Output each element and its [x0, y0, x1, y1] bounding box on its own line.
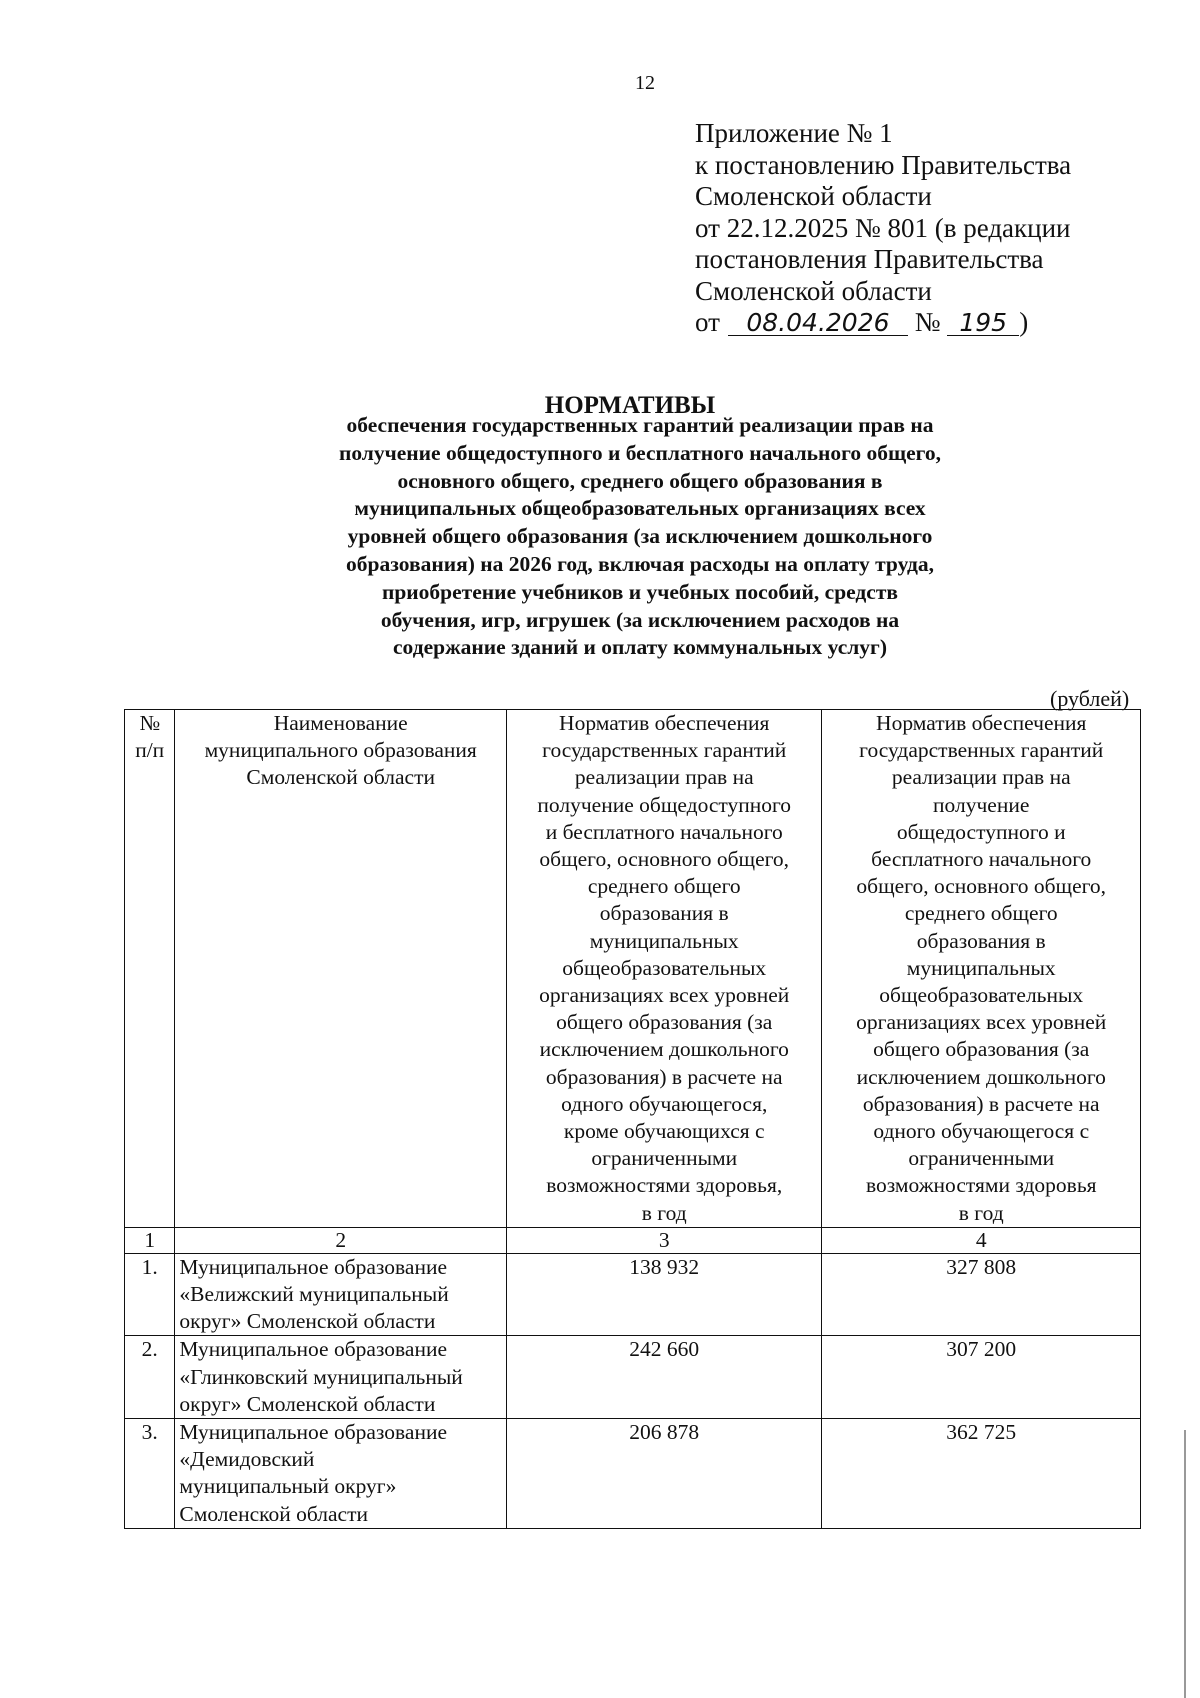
municipality-name — [175, 1336, 507, 1419]
scan-edge-line — [1184, 1430, 1186, 1698]
cell-line: реализации прав на — [574, 765, 754, 790]
cell-line: общего образования (за — [873, 1037, 1090, 1062]
handwritten-date: 08.04.2026 — [728, 311, 908, 336]
cell-line: «Глинковский муниципальный — [179, 1364, 463, 1389]
header-number — [125, 710, 175, 1228]
cell-line: организациях всех уровней — [856, 1010, 1107, 1035]
appendix-line: Смоленской области — [695, 275, 932, 306]
norm-general-value: 206 878 — [507, 1419, 822, 1529]
cell-line: государственных гарантий — [859, 738, 1104, 763]
cell-line: образования) в расчете на — [545, 1064, 783, 1089]
cell-line: п/п — [135, 738, 165, 763]
cell-line: получение — [933, 792, 1030, 817]
appendix-header — [695, 118, 1071, 339]
cell-line: Норматив обеспечения — [876, 711, 1087, 735]
cell-line: исключением дошкольного — [856, 1064, 1106, 1089]
cell-line: общеобразовательных — [879, 983, 1084, 1008]
cell-line: Норматив обеспечения — [559, 711, 770, 735]
norm-disabled-value: 327 808 — [822, 1253, 1141, 1336]
appendix-line: от 22.12.2025 № 801 (в редакции — [695, 212, 1071, 243]
cell-line: ограниченными — [591, 1146, 738, 1171]
cell-line: государственных гарантий — [542, 738, 787, 763]
column-index: 2 — [175, 1227, 507, 1253]
column-index-row — [125, 1227, 1141, 1253]
municipality-name — [175, 1253, 507, 1336]
table-row — [125, 1253, 1141, 1336]
cell-line: Муниципальное образование — [179, 1337, 448, 1362]
cell-line: образования) в расчете на — [862, 1091, 1100, 1116]
header-norm-general — [507, 710, 822, 1228]
cell-line: муниципальный округ» — [179, 1474, 397, 1499]
cell-line: Муниципальное образование — [179, 1254, 448, 1279]
cell-line: одного обучающегося, — [561, 1091, 768, 1116]
cell-line: Смоленской области — [246, 765, 435, 790]
table-row — [125, 1419, 1141, 1529]
cell-line: получение общедоступного — [537, 792, 792, 817]
row-number: 1. — [125, 1253, 175, 1336]
appendix-ot: от — [695, 307, 720, 337]
norm-general-value: 138 932 — [507, 1253, 822, 1336]
norm-disabled-value: 362 725 — [822, 1419, 1141, 1529]
cell-line: реализации прав на — [891, 765, 1071, 790]
subtitle-line: уровней общего образования (за исключением дошкольного — [347, 524, 933, 549]
norms-table — [124, 709, 1141, 1529]
row-number: 2. — [125, 1336, 175, 1419]
cell-line: образования в — [599, 901, 729, 926]
subtitle-line: приобретение учебников и учебных пособий, средств — [381, 579, 899, 604]
cell-line: общего, основного общего, — [856, 874, 1107, 899]
cell-line: «Демидовский — [179, 1447, 315, 1472]
municipality-name — [175, 1419, 507, 1529]
cell-line: в год — [958, 1200, 1004, 1225]
cell-line: округ» Смоленской области — [179, 1309, 436, 1334]
cell-line: среднего общего — [904, 901, 1058, 926]
close-paren: ) — [1019, 307, 1029, 337]
column-index: 1 — [125, 1227, 175, 1253]
subtitle-line: обучения, игр, игрушек (за исключением расходов на — [380, 607, 900, 632]
appendix-line: Приложение № 1 — [695, 118, 893, 148]
cell-line: Муниципальное образование — [179, 1420, 448, 1445]
cell-line: бесплатного начального — [871, 847, 1092, 872]
cell-line: Наименование — [273, 711, 408, 735]
cell-line: муниципального образования — [204, 738, 477, 763]
cell-line: среднего общего — [587, 874, 741, 899]
cell-line: Смоленской области — [179, 1501, 368, 1526]
column-index: 4 — [822, 1227, 1141, 1253]
appendix-line: постановления Правительства — [695, 244, 1044, 274]
cell-line: и бесплатного начального — [545, 819, 783, 844]
appendix-amendment-line — [695, 307, 1071, 339]
units-label: (рублей) — [1050, 686, 1130, 711]
cell-line: округ» Смоленской области — [179, 1391, 436, 1416]
cell-line: общего, основного общего, — [539, 847, 790, 872]
document-subtitle — [290, 412, 990, 662]
cell-line: общеобразовательных — [562, 955, 767, 980]
cell-line: «Велижский муниципальный — [179, 1282, 449, 1307]
cell-line: исключением дошкольного — [539, 1037, 789, 1062]
column-index: 3 — [507, 1227, 822, 1253]
subtitle-line: муниципальных общеобразовательных организациях всех — [354, 496, 926, 521]
cell-line: возможностями здоровья — [865, 1173, 1097, 1198]
cell-line: в год — [641, 1200, 687, 1225]
norm-disabled-value: 307 200 — [822, 1336, 1141, 1419]
appendix-line: Смоленской области — [695, 181, 932, 211]
cell-line: возможностями здоровья, — [546, 1173, 783, 1198]
appendix-line: к постановлению Правительства — [695, 149, 1072, 180]
norm-general-value: 242 660 — [507, 1336, 822, 1419]
cell-line: № — [139, 711, 160, 735]
subtitle-line: обеспечения государственных гарантий реализации прав на — [346, 413, 934, 437]
header-municipality-name — [175, 710, 507, 1228]
cell-line: ограниченными — [908, 1146, 1055, 1171]
cell-line: кроме обучающихся с — [563, 1119, 765, 1144]
subtitle-line: образования) на 2026 год, включая расходы на оплату труда, — [346, 551, 934, 576]
row-number: 3. — [125, 1419, 175, 1529]
subtitle-line: содержание зданий и оплату коммунальных услуг) — [393, 635, 887, 660]
cell-line: организациях всех уровней — [539, 983, 790, 1008]
document-title: НОРМАТИВЫ — [544, 392, 716, 419]
cell-line: муниципальных — [906, 955, 1056, 980]
cell-line: образования в — [916, 928, 1046, 953]
page-number: 12 — [635, 72, 655, 94]
handwritten-number: 195 — [947, 311, 1019, 336]
table-row — [125, 1336, 1141, 1419]
cell-line: муниципальных — [589, 928, 739, 953]
cell-line: одного обучающегося с — [873, 1119, 1090, 1144]
header-norm-disabled — [822, 710, 1141, 1228]
table-header-row — [125, 710, 1141, 1228]
subtitle-line: получение общедоступного и бесплатного начального общего, — [338, 440, 942, 465]
subtitle-line: основного общего, среднего общего образования в — [397, 468, 883, 493]
cell-line: общего образования (за — [556, 1010, 773, 1035]
cell-line: общедоступного и — [896, 819, 1066, 844]
number-sign: № — [914, 307, 941, 337]
